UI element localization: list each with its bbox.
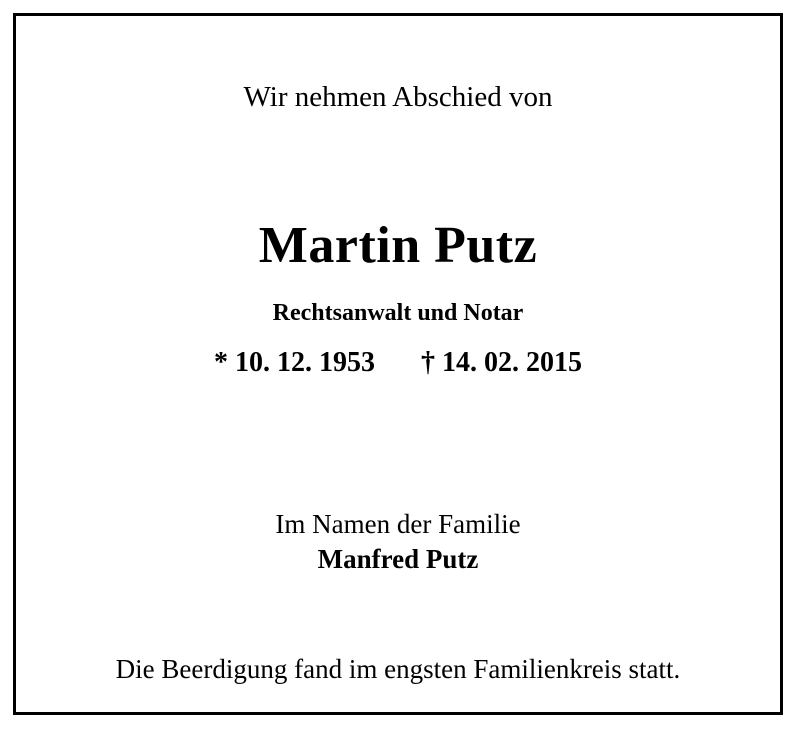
life-dates	[16, 346, 780, 380]
death-date: † 14. 02. 2015	[421, 347, 582, 378]
obituary-content	[16, 16, 780, 712]
deceased-profession: Rechtsanwalt und Notar	[272, 300, 524, 326]
farewell-intro-text: Wir nehmen Abschied von	[243, 81, 553, 113]
birth-date: * 10. 12. 1953	[214, 347, 375, 378]
family-intro-text: Im Namen der Familie	[275, 509, 521, 539]
deceased-name: Martin Putz	[258, 217, 538, 274]
family-signatory-name: Manfred Putz	[317, 544, 479, 574]
funeral-note: Die Beerdigung fand im engsten Familienkreis statt.	[115, 654, 681, 684]
obituary-notice	[13, 13, 783, 715]
